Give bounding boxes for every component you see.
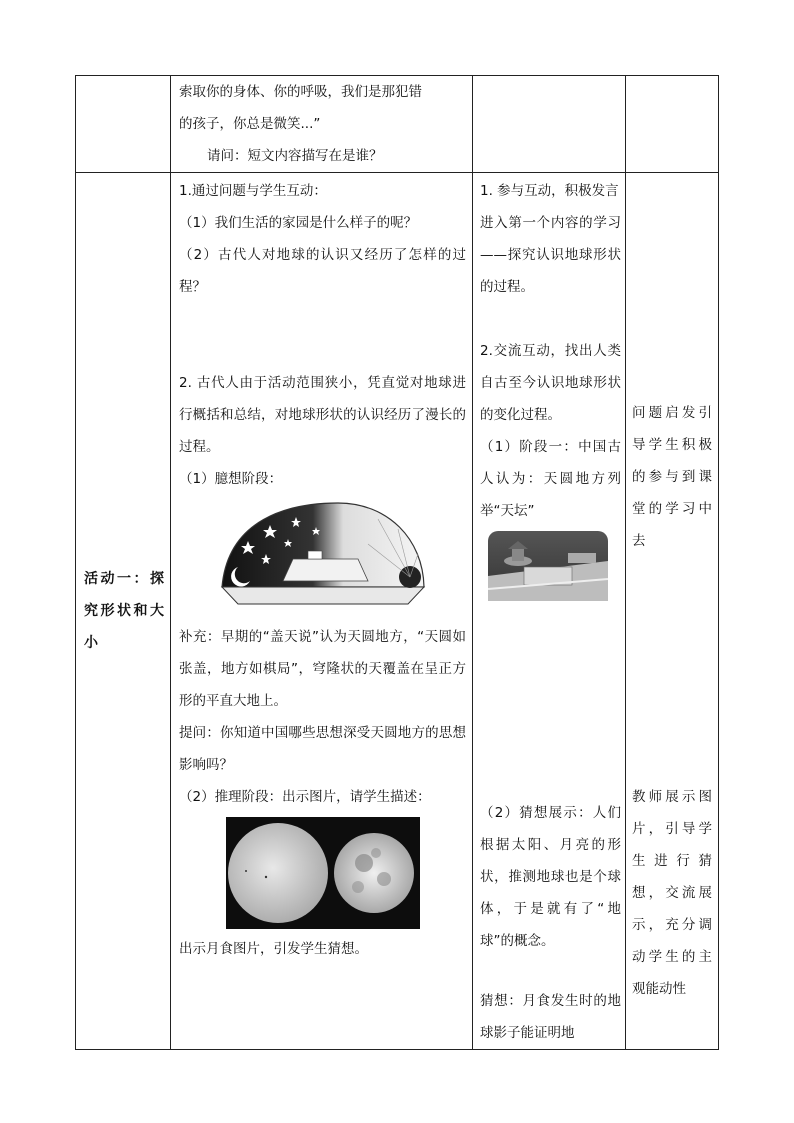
dome-sky-illustration <box>218 499 428 617</box>
cell-student-activity <box>473 173 626 1050</box>
intent-note-2: 教师展示图片，引导学生进行猜想，交流展示，充分调动学生的主观能动性 <box>632 789 712 997</box>
student-step-2a: （1）阶段一：中国古人认为：天圆地方列举“天坛” <box>480 439 621 519</box>
table-row-intro <box>76 76 719 173</box>
sun-moon-photo <box>226 817 420 929</box>
intro-question: 请问：短文内容描写在是谁？ <box>207 148 383 164</box>
cell-activity-title <box>76 173 171 1050</box>
student-step-1b: 进入第一个内容的学习——探究认识地球形状的过程。 <box>480 215 621 295</box>
ancient-cognition-paragraph: 2. 古代人由于活动范围狭小，凭直觉对地球进行概括和总结，对地球形状的认识经历了漫长的过程。 <box>179 375 466 455</box>
temple-of-heaven-photo <box>488 531 608 601</box>
student-step-3: （2）猜想展示：人们根据太阳、月亮的形状，推测地球也是个球体，于是就有了“地球”的概念。 <box>480 805 621 949</box>
cell-student-intro-empty <box>473 76 626 173</box>
stage-imagination: （1）臆想阶段： <box>179 471 283 487</box>
ask-text: 提问：你知道中国哪些思想深受天圆地方的思想影响吗？ <box>179 725 466 773</box>
cell-design-intent <box>626 173 719 1050</box>
stage-reasoning: （2）推理阶段：出示图片，请学生描述： <box>179 789 431 805</box>
cell-teacher-intro <box>171 76 473 173</box>
student-step-1: 1. 参与互动，积极发言 <box>480 183 619 199</box>
cell-intent-intro-empty <box>626 76 719 173</box>
question-2: （2）古代人对地球的认识又经历了怎样的过程？ <box>179 247 466 295</box>
eclipse-text: 出示月食图片，引发学生猜想。 <box>179 941 368 957</box>
table-row-activity-one <box>76 173 719 1050</box>
supplement-text: 补充：早期的“盖天说”认为天圆地方，“天圆如张盖，地方如棋局”，穹隆状的天覆盖在呈正方形的平直大地上。 <box>179 629 466 709</box>
student-step-4: 猜想：月食发生时的地球影子能证明地 <box>480 993 621 1041</box>
question-1: （1）我们生活的家园是什么样子的呢？ <box>179 215 418 231</box>
activity-title: 活动一：探究形状和大小 <box>84 571 164 651</box>
interaction-intro: 1.通过问题与学生互动： <box>179 183 327 199</box>
lesson-plan-table <box>75 75 719 1050</box>
cell-activity-empty <box>76 76 171 173</box>
student-step-2: 2.交流互动，找出人类自古至今认识地球形状的变化过程。 <box>480 343 621 423</box>
poem-line-2: 的孩子，你总是微笑...” <box>179 116 321 132</box>
cell-teacher-activity <box>171 173 473 1050</box>
intent-note-1: 问题启发引导学生积极的参与到课堂的学习中去 <box>632 405 712 549</box>
poem-line-1: 索取你的身体、你的呼吸，我们是那犯错 <box>179 84 422 100</box>
